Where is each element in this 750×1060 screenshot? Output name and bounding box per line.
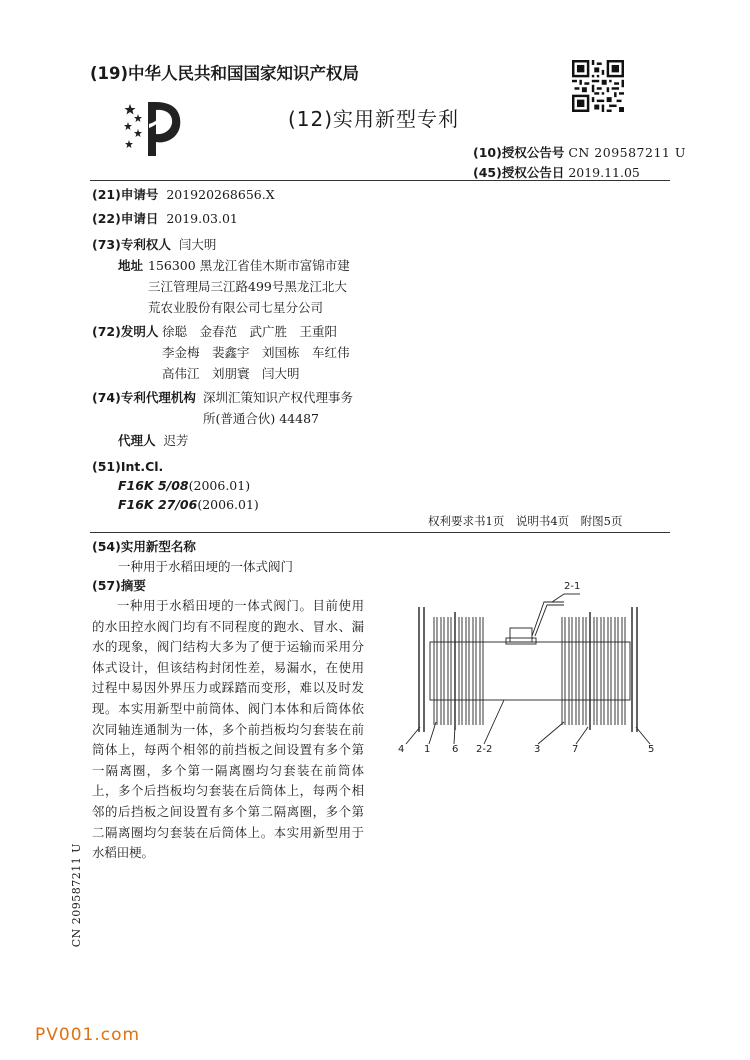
ipc-code: F16K 5/08 <box>118 478 189 493</box>
agent-label: 代理人 <box>118 433 156 448</box>
publication-number-label: (10)授权公告号 <box>473 145 565 160</box>
ipc-label-text: (51)Int.Cl. <box>92 459 164 474</box>
header-rule <box>90 180 670 181</box>
qr-code <box>572 60 624 112</box>
inventors-label-text: (72)发明人 <box>92 324 159 339</box>
inventor-line-3: 高伟江 刘朋寰 闫大明 <box>162 366 300 381</box>
figure-label: 6 <box>452 744 459 755</box>
address-label <box>118 255 143 276</box>
inventor-line-2: 李金梅 裴鑫宇 刘国栋 车红伟 <box>162 345 350 360</box>
publication-date-label: (45)授权公告日 <box>473 165 565 180</box>
patent-owner <box>92 234 216 255</box>
side-publication-number: CN 209587211 U <box>70 843 83 948</box>
office-name: (19)中华人民共和国国家知识产权局 <box>90 64 360 83</box>
abstract-body <box>92 596 364 864</box>
application-number-label: (21)申请号 <box>92 187 159 202</box>
figure-label: 2-2 <box>476 744 493 755</box>
application-number-value: 201920268656.X <box>166 187 275 202</box>
ipc-version: (2006.01) <box>197 497 259 512</box>
publication-number-value: CN 209587211 U <box>568 145 686 160</box>
agent <box>118 430 189 451</box>
agent-value: 迟芳 <box>163 433 189 448</box>
cnipa-logo <box>118 92 188 164</box>
application-date <box>92 208 238 229</box>
address-label-text: 地址 <box>118 258 144 273</box>
abstract-label-text: (57)摘要 <box>92 578 146 593</box>
figure-label: 4 <box>398 744 405 755</box>
patent-owner-value: 闫大明 <box>178 237 217 252</box>
patent-owner-label: (73)专利权人 <box>92 237 171 252</box>
publication-number <box>473 143 686 161</box>
agency-label-text: (74)专利代理机构 <box>92 390 196 405</box>
figure-label: 1 <box>424 744 431 755</box>
title-label-text: (54)实用新型名称 <box>92 539 196 554</box>
ipc-code: F16K 27/06 <box>118 497 198 512</box>
abstract-text: 一种用于水稻田埂的一体式阀门。目前使用的水田控水阀门均有不同程度的跑水、冒水、漏水的现象，阀门结构大多为了便于运输而采用分体式设计，但该结构封闭性差，易漏水，在使用过程中易因外界压力或踩踏而变形，难以及时发现。本实用新型中前筒体、阀门本体和后筒体依次同轴连通制为一体，多个前挡板均匀套装在前筒体上，每两个相邻的前挡板之间设置有多个第一隔离圈，多个第一隔离圈均匀套装在前筒体上，多个后挡板均匀套装在后筒体上，每两个相邻的后挡板之间设置有多个第二隔离圈，多个第二隔离圈均匀套装在后筒体上。本实用新型用于水稻田梗。 <box>92 598 364 861</box>
agency-label <box>92 387 196 408</box>
agency-line-2: 所(普通合伙) 44487 <box>203 411 319 426</box>
ipc-version: (2006.01) <box>188 478 251 493</box>
address-line-1: 156300 黑龙江省佳木斯市富锦市建 <box>148 258 350 273</box>
address-line-3: 荒农业股份有限公司七星分公司 <box>148 300 324 315</box>
figure-label: 7 <box>572 744 579 755</box>
site-watermark: PV001.com <box>35 1025 141 1045</box>
document-type: (12)实用新型专利 <box>288 107 460 131</box>
figure-label: 3 <box>534 744 541 755</box>
valve-drawing <box>392 572 672 762</box>
pages-note: 权利要求书1页 说明书4页 附图5页 <box>428 514 623 528</box>
utility-model-title: 一种用于水稻田埂的一体式阀门 <box>118 559 294 574</box>
agency-line-1: 深圳汇策知识产权代理事务 <box>203 390 354 405</box>
ipc-label <box>92 456 163 477</box>
application-date-value: 2019.03.01 <box>166 211 238 226</box>
inventor-line-1: 徐聪 金春范 武广胜 王重阳 <box>162 324 338 339</box>
inventors-label <box>92 321 158 342</box>
address-line-2: 三江管理局三江路499号黑龙江北大 <box>148 279 347 294</box>
publication-date <box>473 163 640 181</box>
section-rule <box>90 532 670 533</box>
abstract-label <box>92 575 146 596</box>
figure-label: 5 <box>648 744 655 755</box>
application-number <box>92 184 275 205</box>
figure-label: 2-1 <box>564 581 581 592</box>
application-date-label: (22)申请日 <box>92 211 159 226</box>
title-label <box>92 536 196 557</box>
ipc-entry-1 <box>118 475 250 496</box>
ipc-entry-2 <box>118 494 259 515</box>
publication-date-value: 2019.11.05 <box>568 165 640 180</box>
